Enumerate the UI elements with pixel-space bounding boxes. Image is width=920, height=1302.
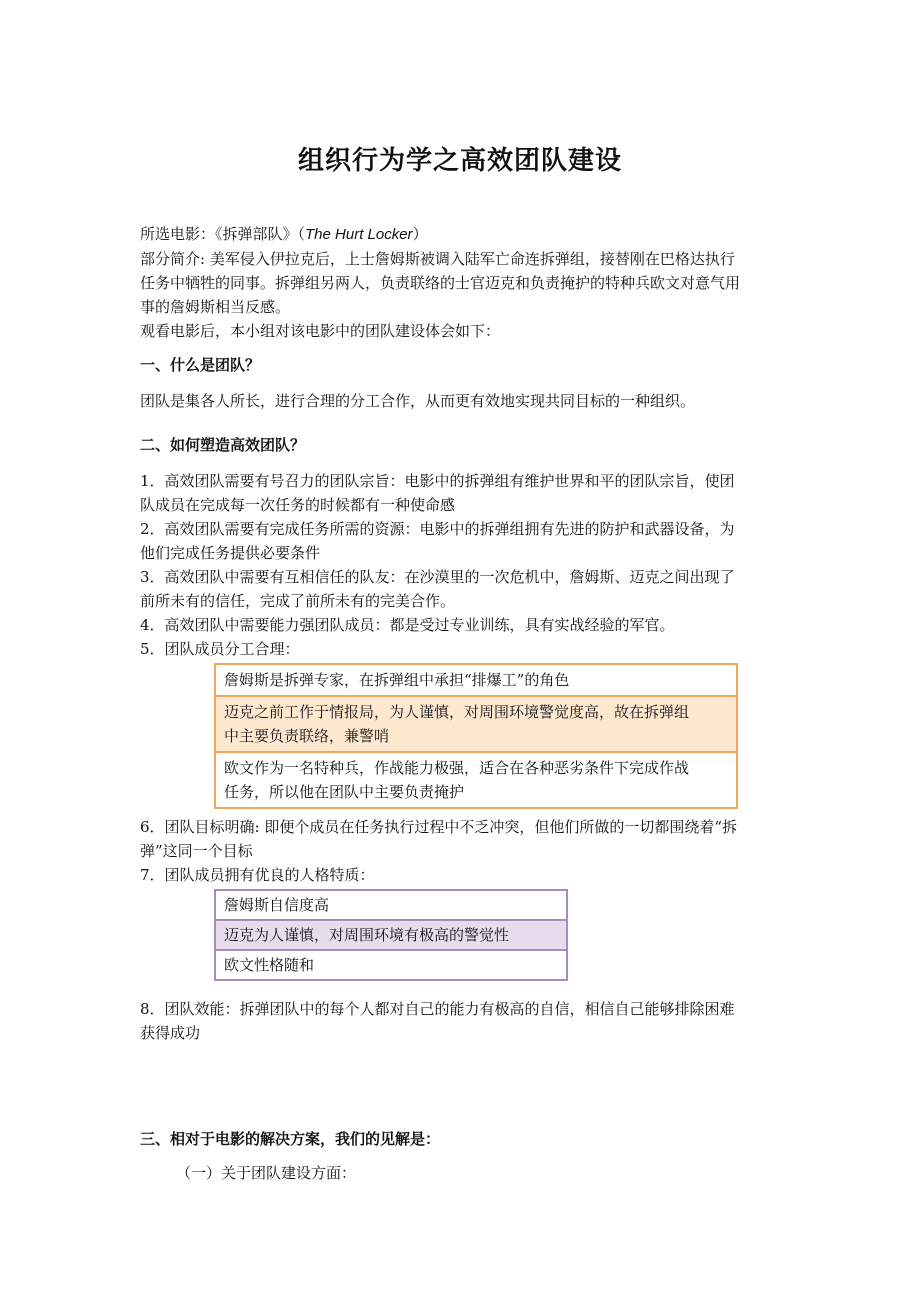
role-line: 欧文作为一名特种兵，作战能力极强，适合在各种恶劣条件下完成作战	[224, 759, 690, 777]
role-line: 任务，所以他在团队中主要负责掩护	[224, 783, 465, 801]
list-item: 1．高效团队需要有号召力的团队宗旨：电影中的拆弹组有维护世界和平的团队宗旨，使团	[140, 472, 735, 490]
section3-heading: 三、相对于电影的解决方案，我们的见解是：	[140, 1130, 441, 1148]
role-line: 迈克之前工作于情报局，为人谨慎，对周围环境警觉度高，故在拆弹组	[224, 703, 690, 721]
list-item-cont: 获得成功	[140, 1024, 201, 1042]
film-line	[140, 222, 790, 247]
table-row	[215, 752, 737, 808]
role-cell	[215, 696, 737, 752]
role-cell	[215, 752, 737, 808]
role-cell: 詹姆斯是拆弹专家，在拆弹组中承担“排爆工”的角色	[215, 664, 737, 696]
table-row	[215, 950, 567, 980]
film-prefix: 所选电影：《拆弹部队》（	[140, 225, 306, 243]
list-item: 8．团队效能：拆弹团队中的每个人都对自己的能力有极高的自信，相信自己能够排除困难	[140, 1000, 735, 1018]
film-english-title: The Hurt Locker	[305, 226, 413, 243]
document-body	[140, 222, 790, 1185]
summary-line: 事的詹姆斯相当反感。	[140, 298, 291, 316]
lead-paragraph: 观看电影后，本小组对该电影中的团队建设体会如下：	[140, 322, 501, 340]
trait-cell: 詹姆斯自信度高	[215, 890, 567, 920]
section1-heading: 一、什么是团队？	[140, 356, 261, 374]
traits-table	[214, 889, 568, 981]
list-item: 4．高效团队中需要能力强团队成员：都是受过专业训练，具有实战经验的军官。	[140, 616, 675, 634]
table-row	[215, 664, 737, 696]
section3-subheading: （一）关于团队建设方面：	[176, 1164, 357, 1182]
list-item: 7．团队成员拥有优良的人格特质：	[140, 866, 375, 884]
section1-body: 团队是集各人所长，进行合理的分工合作，从而更有效地实现共同目标的一种组织。	[140, 392, 696, 410]
table-row	[215, 890, 567, 920]
table-row	[215, 696, 737, 752]
roles-table	[214, 663, 738, 809]
list-item: 2．高效团队需要有完成任务所需的资源：电影中的拆弹组拥有先进的防护和武器设备，为	[140, 520, 735, 538]
summary-line: 任务中牺牲的同事。拆弹组另两人，负责联络的士官迈克和负责掩护的特种兵欧文对意气用	[140, 274, 741, 292]
page-title: 组织行为学之高效团队建设	[297, 146, 622, 176]
trait-cell: 欧文性格随和	[215, 950, 567, 980]
list-item: 5．团队成员分工合理：	[140, 640, 300, 658]
section2-list	[140, 469, 790, 1045]
list-item-cont: 弹”这同一个目标	[140, 842, 253, 860]
section2-heading: 二、如何塑造高效团队？	[140, 436, 306, 454]
list-item: 3．高效团队中需要有互相信任的队友：在沙漠里的一次危机中，詹姆斯、迈克之间出现了	[140, 568, 735, 586]
film-suffix: ）	[412, 225, 428, 243]
summary-line: 部分简介: 美军侵入伊拉克后，上士詹姆斯被调入陆军亡命连拆弹组，接替刚在巴格达执行	[140, 250, 735, 268]
table-row	[215, 920, 567, 950]
trait-cell: 迈克为人谨慎，对周围环境有极高的警觉性	[215, 920, 567, 950]
role-line: 中主要负责联络，兼警哨	[224, 727, 390, 745]
list-item-cont: 队成员在完成每一次任务的时候都有一种使命感	[140, 496, 456, 514]
list-item-cont: 他们完成任务提供必要条件	[140, 544, 321, 562]
list-item-cont: 前所未有的信任，完成了前所未有的完美合作。	[140, 592, 456, 610]
list-item: 6．团队目标明确: 即便个成员在任务执行过程中不乏冲突，但他们所做的一切都围绕着“拆	[140, 818, 738, 836]
